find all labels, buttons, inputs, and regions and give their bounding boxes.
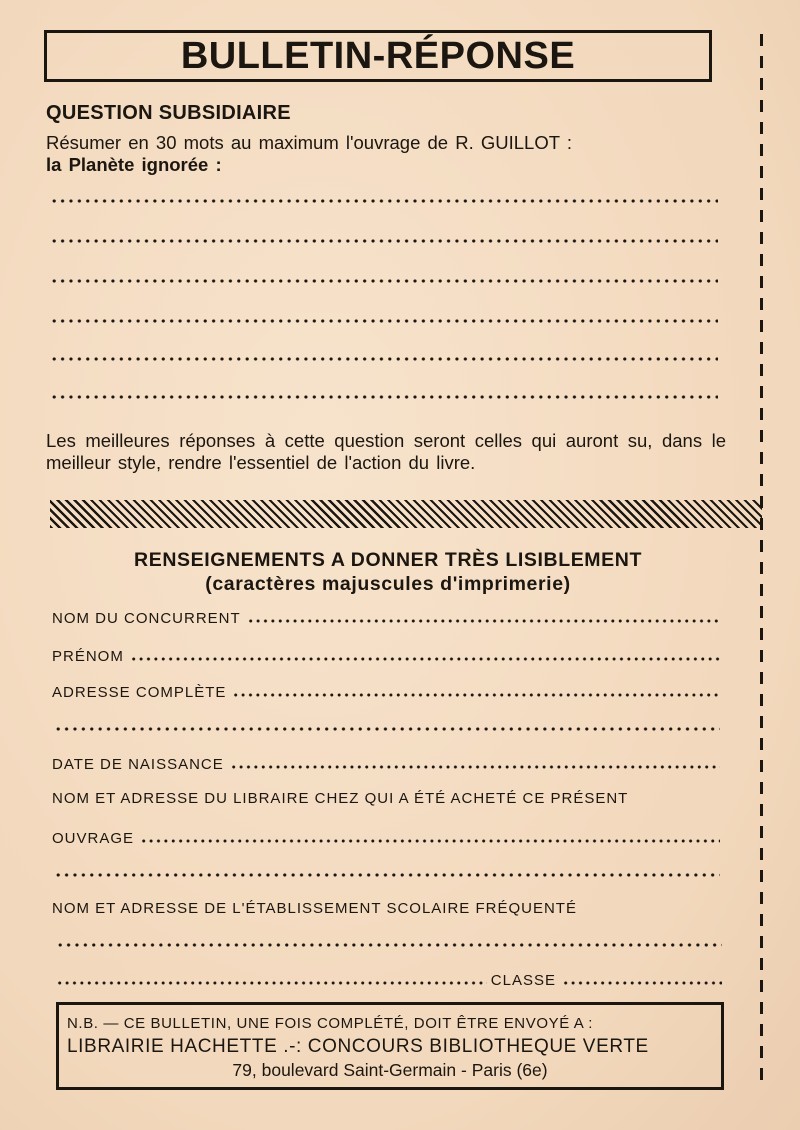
field-naissance-dots[interactable] — [230, 764, 720, 770]
answer-line-5[interactable] — [50, 356, 718, 362]
field-prenom[interactable] — [52, 648, 720, 665]
page-title: BULLETIN-RÉPONSE — [180, 34, 576, 77]
field-libraire[interactable] — [52, 830, 720, 847]
question-prompt — [46, 132, 726, 176]
field-naissance[interactable] — [52, 756, 720, 773]
mailing-box — [56, 1002, 724, 1090]
title-box — [44, 30, 712, 82]
answer-line-6[interactable] — [50, 394, 718, 400]
field-libraire-label-line2: OUVRAGE — [52, 830, 135, 847]
field-libraire-label-line1: NOM ET ADRESSE DU LIBRAIRE CHEZ QUI A ÉTÉ ACHETÉ CE PRÉSENT — [52, 790, 629, 807]
info-heading-line2: (caractères majuscules d'imprimerie) — [205, 573, 571, 595]
answer-line-1[interactable] — [50, 198, 718, 204]
field-adresse-line2[interactable] — [54, 726, 720, 732]
field-classe-dots[interactable] — [562, 980, 722, 986]
field-libraire-dots[interactable] — [140, 838, 720, 844]
hatched-divider — [50, 500, 762, 528]
info-heading — [0, 548, 776, 596]
cut-line — [757, 34, 767, 1084]
field-nom-label: NOM DU CONCURRENT — [52, 610, 241, 627]
info-heading-line1: RENSEIGNEMENTS A DONNER TRÈS LISIBLEMENT — [134, 549, 642, 571]
field-naissance-label: DATE DE NAISSANCE — [52, 756, 224, 773]
nb-line2: LIBRAIRIE HACHETTE .-: CONCOURS BIBLIOTHEQUE VERTE — [67, 1036, 649, 1057]
nb-line3: 79, boulevard Saint-Germain - Paris (6e) — [232, 1060, 548, 1080]
field-classe[interactable] — [56, 972, 722, 989]
field-adresse[interactable] — [52, 684, 720, 701]
question-note: Les meilleures réponses à cette question seront celles qui auront su, dans le meilleur style, rendre l'essentiel de l'action du livre. — [46, 430, 726, 473]
nb-line1: N.B. — CE BULLETIN, UNE FOIS COMPLÉTÉ, DOIT ÊTRE ENVOYÉ A : — [67, 1015, 594, 1032]
field-prenom-label: PRÉNOM — [52, 648, 124, 665]
field-nom[interactable] — [52, 610, 720, 627]
field-libraire-line2[interactable] — [54, 872, 720, 878]
field-etablissement-label: NOM ET ADRESSE DE L'ÉTABLISSEMENT SCOLAIRE FRÉQUENTÉ — [52, 900, 577, 917]
field-libraire-heading — [52, 790, 720, 807]
field-etablissement-heading — [52, 900, 720, 917]
answer-line-2[interactable] — [50, 238, 718, 244]
field-etablissement-line1[interactable] — [56, 942, 722, 948]
field-nom-dots[interactable] — [247, 618, 720, 624]
answer-line-3[interactable] — [50, 278, 718, 284]
field-adresse-label: ADRESSE COMPLÈTE — [52, 684, 227, 701]
field-classe-label: CLASSE — [490, 972, 556, 989]
question-prompt-line1: Résumer en 30 mots au maximum l'ouvrage de R. GUILLOT : — [46, 132, 572, 153]
question-heading: QUESTION SUBSIDIAIRE — [46, 102, 291, 124]
question-prompt-line2: la Planète ignorée : — [46, 154, 222, 175]
field-prenom-dots[interactable] — [130, 656, 720, 662]
field-etablissement-line2[interactable] — [56, 980, 487, 986]
answer-line-4[interactable] — [50, 318, 718, 324]
field-adresse-dots[interactable] — [232, 692, 720, 698]
